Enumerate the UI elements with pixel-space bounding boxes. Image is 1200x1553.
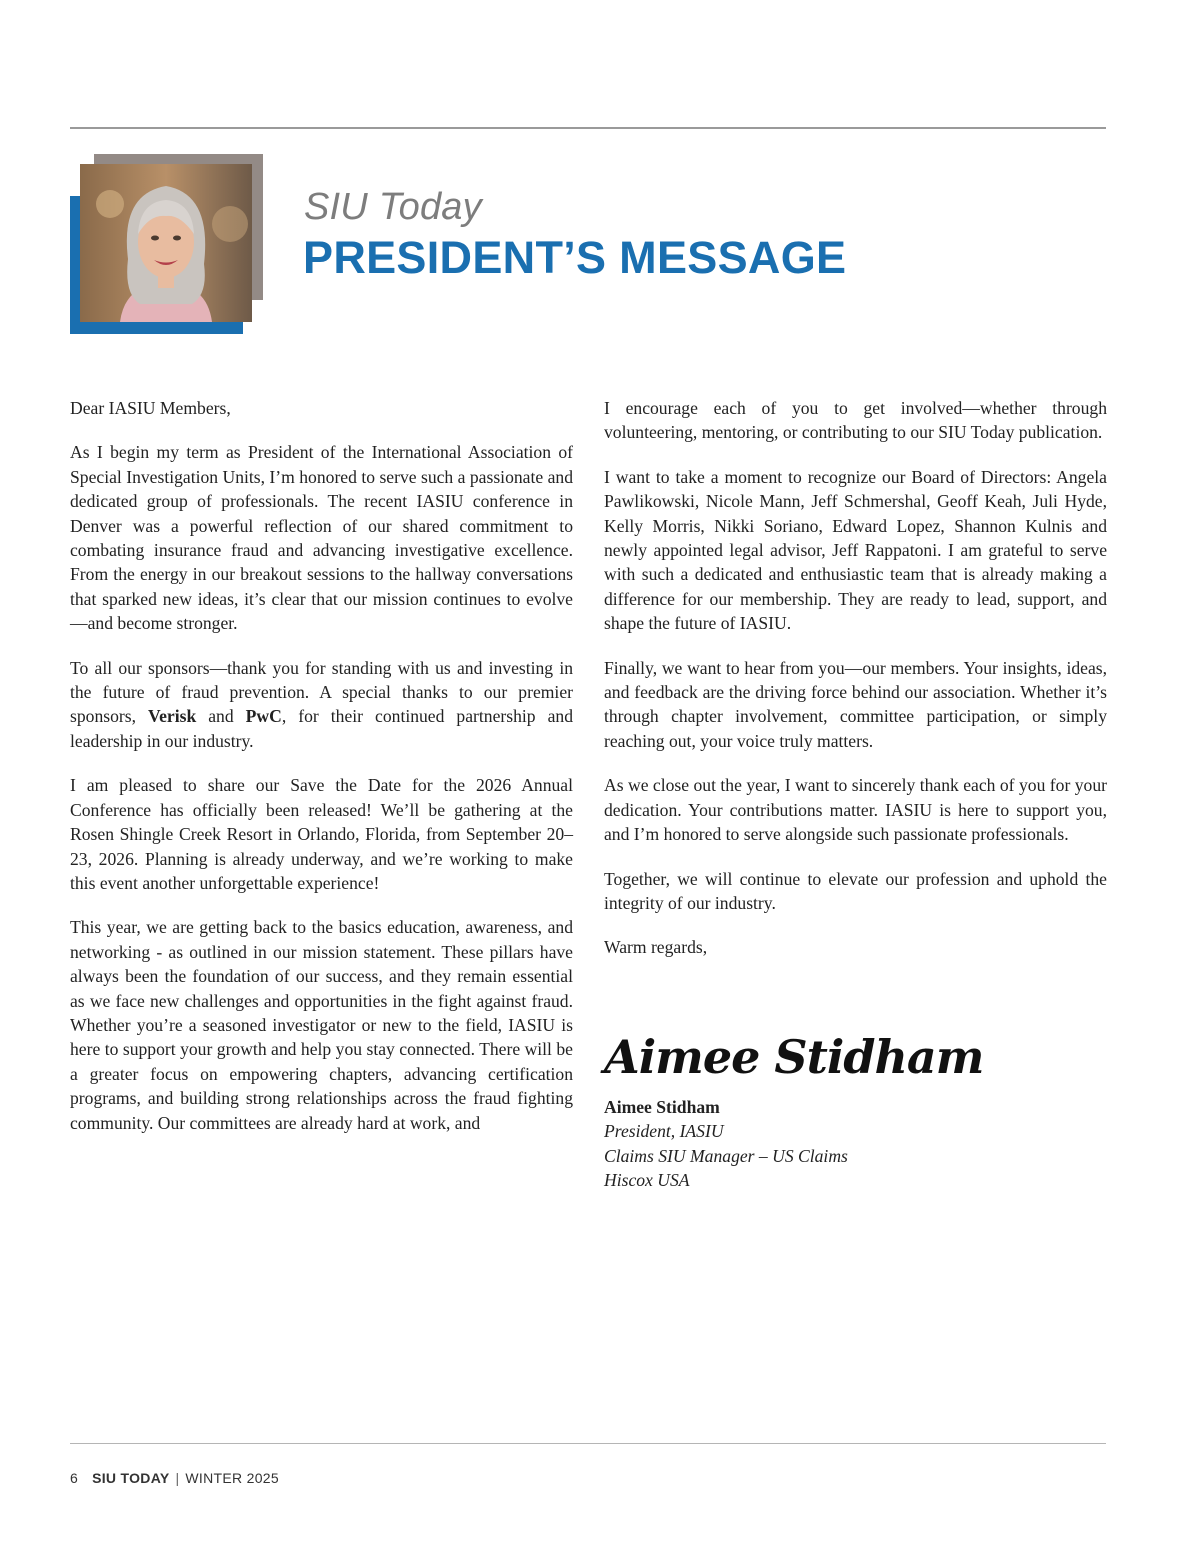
signer-title: President, IASIU — [604, 1121, 724, 1142]
paragraph: As we close out the year, I want to sincerely thank each of you for your dedication. Your contributions matter. IASIU is here to support you, and I’m honored to serve alongside such passionate professionals. — [604, 775, 1107, 845]
top-rule — [70, 127, 1106, 129]
handwritten-signature: Aimee Stidham — [604, 1030, 984, 1084]
paragraph: This year, we are getting back to the basics education, awareness, and networking - as outlined in our mission statement. These pillars have always been the foundation of our success, and they remain essential as we face new challenges and opportunities in the fight against fraud. Whether you’re a seasoned investigator or new to the field, IASIU is here to support your growth and help you stay connected. There will be a greater focus on empowering chapters, advancing certification programs, and building strong relationships across the fraud fighting community. Our committees are already hard at work, and — [70, 917, 573, 1133]
paragraph: Finally, we want to hear from you—our members. Your insights, ideas, and feedback are the driving force behind our association. Whether it’s through chapter involvement, committee participation, or simply reaching out, your voice truly matters. — [604, 657, 1107, 751]
issue-label: WINTER 2025 — [185, 1470, 279, 1486]
left-column — [70, 396, 573, 1155]
page-footer — [70, 1470, 279, 1486]
portrait-frame — [70, 154, 265, 336]
paragraph-text: To all our sponsors—thank you for standing with us and investing in the future of fraud prevention. A special thanks to our premier sponsors, — [70, 657, 573, 727]
paragraph-text: , for their continued partnership and leadership in our industry. — [70, 706, 573, 751]
section-kicker: SIU Today — [304, 186, 482, 228]
signature-block — [604, 1095, 848, 1193]
salutation: Dear IASIU Members, — [70, 398, 231, 418]
portrait-photo — [80, 164, 252, 322]
paragraph: As I begin my term as President of the International Association of Special Investigation Units, I’m honored to serve such a passionate and dedicated group of professionals. The recent IASIU conference in Denver was a powerful reflection of our shared commitment to combating insurance fraud and advancing investigative excellence. From the energy in our breakout sessions to the hallway conversations that sparked new ideas, it’s clear that our mission continues to evolve—and become stronger. — [70, 442, 573, 634]
sponsor-name: PwC — [245, 706, 282, 727]
paragraph-text: and — [196, 706, 246, 727]
paragraph-sponsors — [70, 656, 573, 754]
sponsor-name: Verisk — [148, 706, 197, 727]
paragraph: Together, we will continue to elevate our profession and uphold the integrity of our industry. — [604, 868, 1107, 913]
paragraph: I am pleased to share our Save the Date for the 2026 Annual Conference has officially been released! We’ll be gathering at the Rosen Shingle Creek Resort in Orlando, Florida, from September 20–23, 2026. Planning is already underway, and we’re working to make this event another unforgettable experience! — [70, 775, 573, 893]
signer-company: Hiscox USA — [604, 1170, 690, 1191]
bottom-rule — [70, 1443, 1106, 1444]
right-column — [604, 396, 1107, 980]
footer-separator: | — [175, 1470, 180, 1486]
publication-name: SIU TODAY — [92, 1470, 170, 1486]
paragraph: I encourage each of you to get involved—whether through volunteering, mentoring, or contributing to our SIU Today publication. — [604, 398, 1107, 443]
page-title: PRESIDENT’S MESSAGE — [303, 232, 847, 283]
paragraph: I want to take a moment to recognize our Board of Directors: Angela Pawlikowski, Nicole Mann, Jeff Schmershal, Geoff Keah, Juli Hyde, Kelly Morris, Nikki Soriano, Edward Lopez, Shannon Kulnis and newly appointed legal advisor, Jeff Rappatoni. I am grateful to serve with such a dedicated and enthusiastic team that is already making a difference for our membership. They are ready to lead, support, and shape the future of IASIU. — [604, 466, 1107, 634]
signer-name: Aimee Stidham — [604, 1097, 720, 1117]
closing: Warm regards, — [604, 937, 708, 958]
page-number: 6 — [70, 1470, 79, 1486]
signer-role: Claims SIU Manager – US Claims — [604, 1145, 848, 1166]
